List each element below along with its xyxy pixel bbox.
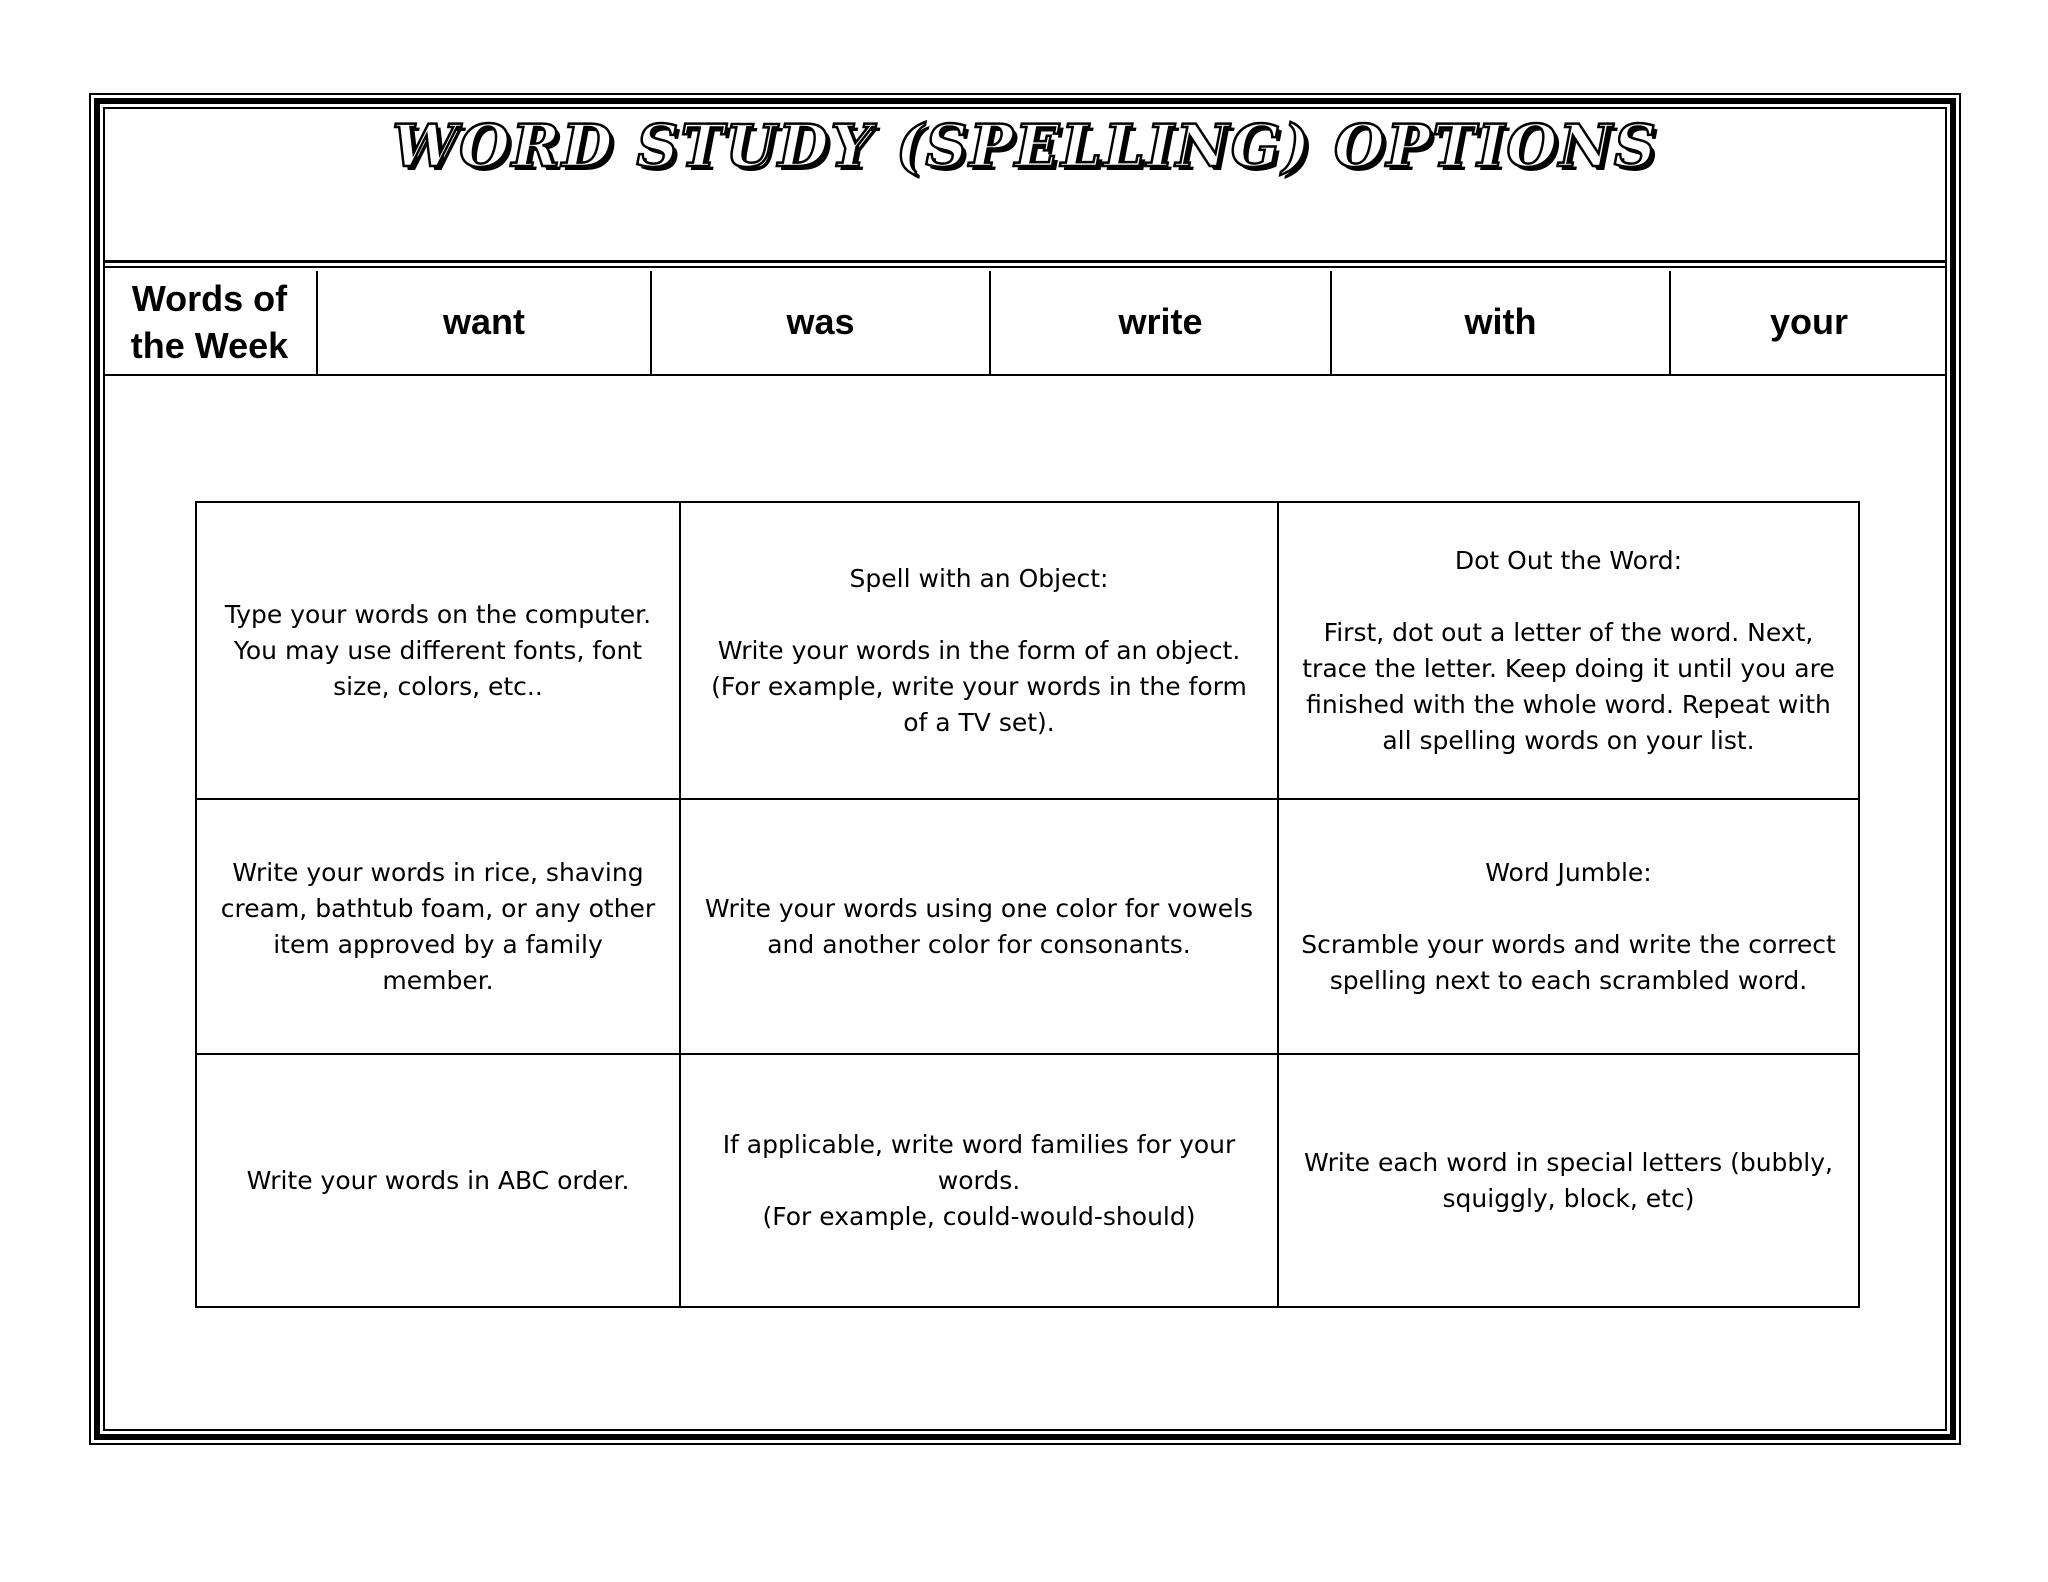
page-title: WORD STUDY (SPELLING) OPTIONS [392,112,1658,180]
option-cell-spell-with-object [681,503,1279,800]
option-text: Write your words using one color for vowels and another color for consonants. [704,893,1254,959]
word-cell [991,271,1332,374]
option-cell-vowels-consonants [681,800,1279,1055]
words-of-week-label-text: Words of the Week [130,277,289,366]
option-cell-dot-out-word [1279,503,1858,800]
options-grid [195,501,1860,1308]
word-cell [318,271,652,374]
option-cell-word-jumble [1279,800,1858,1055]
option-cell-write-in-rice [197,800,681,1055]
option-text: Write each word in special letters (bubbly, squiggly, block, etc) [1304,1147,1833,1213]
word-text: was [786,301,855,343]
option-text: If applicable, write word families for your words. (For example, could-would-should) [722,1129,1236,1231]
word-text: your [1769,301,1848,343]
option-cell-type-on-computer [197,503,681,800]
option-text: Type your words on the computer. You may use different fonts, font size, colors, etc.. [224,599,652,701]
title-divider [103,266,1947,268]
option-text: Dot Out the Word: First, dot out a letter of the word. Next, trace the letter. Keep doing it until you are finished with the whole word. Repeat with all spelling words on your list. [1302,545,1835,755]
option-text: Write your words in rice, shaving cream, bathtub foam, or any other item approved by a family member. [220,857,656,995]
words-of-week-label [103,271,318,374]
option-cell-abc-order [197,1055,681,1306]
word-cell [1671,271,1947,374]
option-text: Word Jumble: Scramble your words and write the correct spelling next to each scrambled word. [1301,857,1836,995]
word-cell [1332,271,1671,374]
option-text: Write your words in ABC order. [246,1165,630,1195]
word-text: want [442,301,525,343]
option-cell-special-letters [1279,1055,1858,1306]
option-text: Spell with an Object: Write your words in the form of an object. (For example, write your words in the form of a TV set). [711,563,1247,737]
word-text: with [1464,301,1537,343]
option-cell-word-families [681,1055,1279,1306]
word-cell [652,271,991,374]
words-of-week-row [103,271,1947,376]
word-text: write [1118,301,1203,343]
